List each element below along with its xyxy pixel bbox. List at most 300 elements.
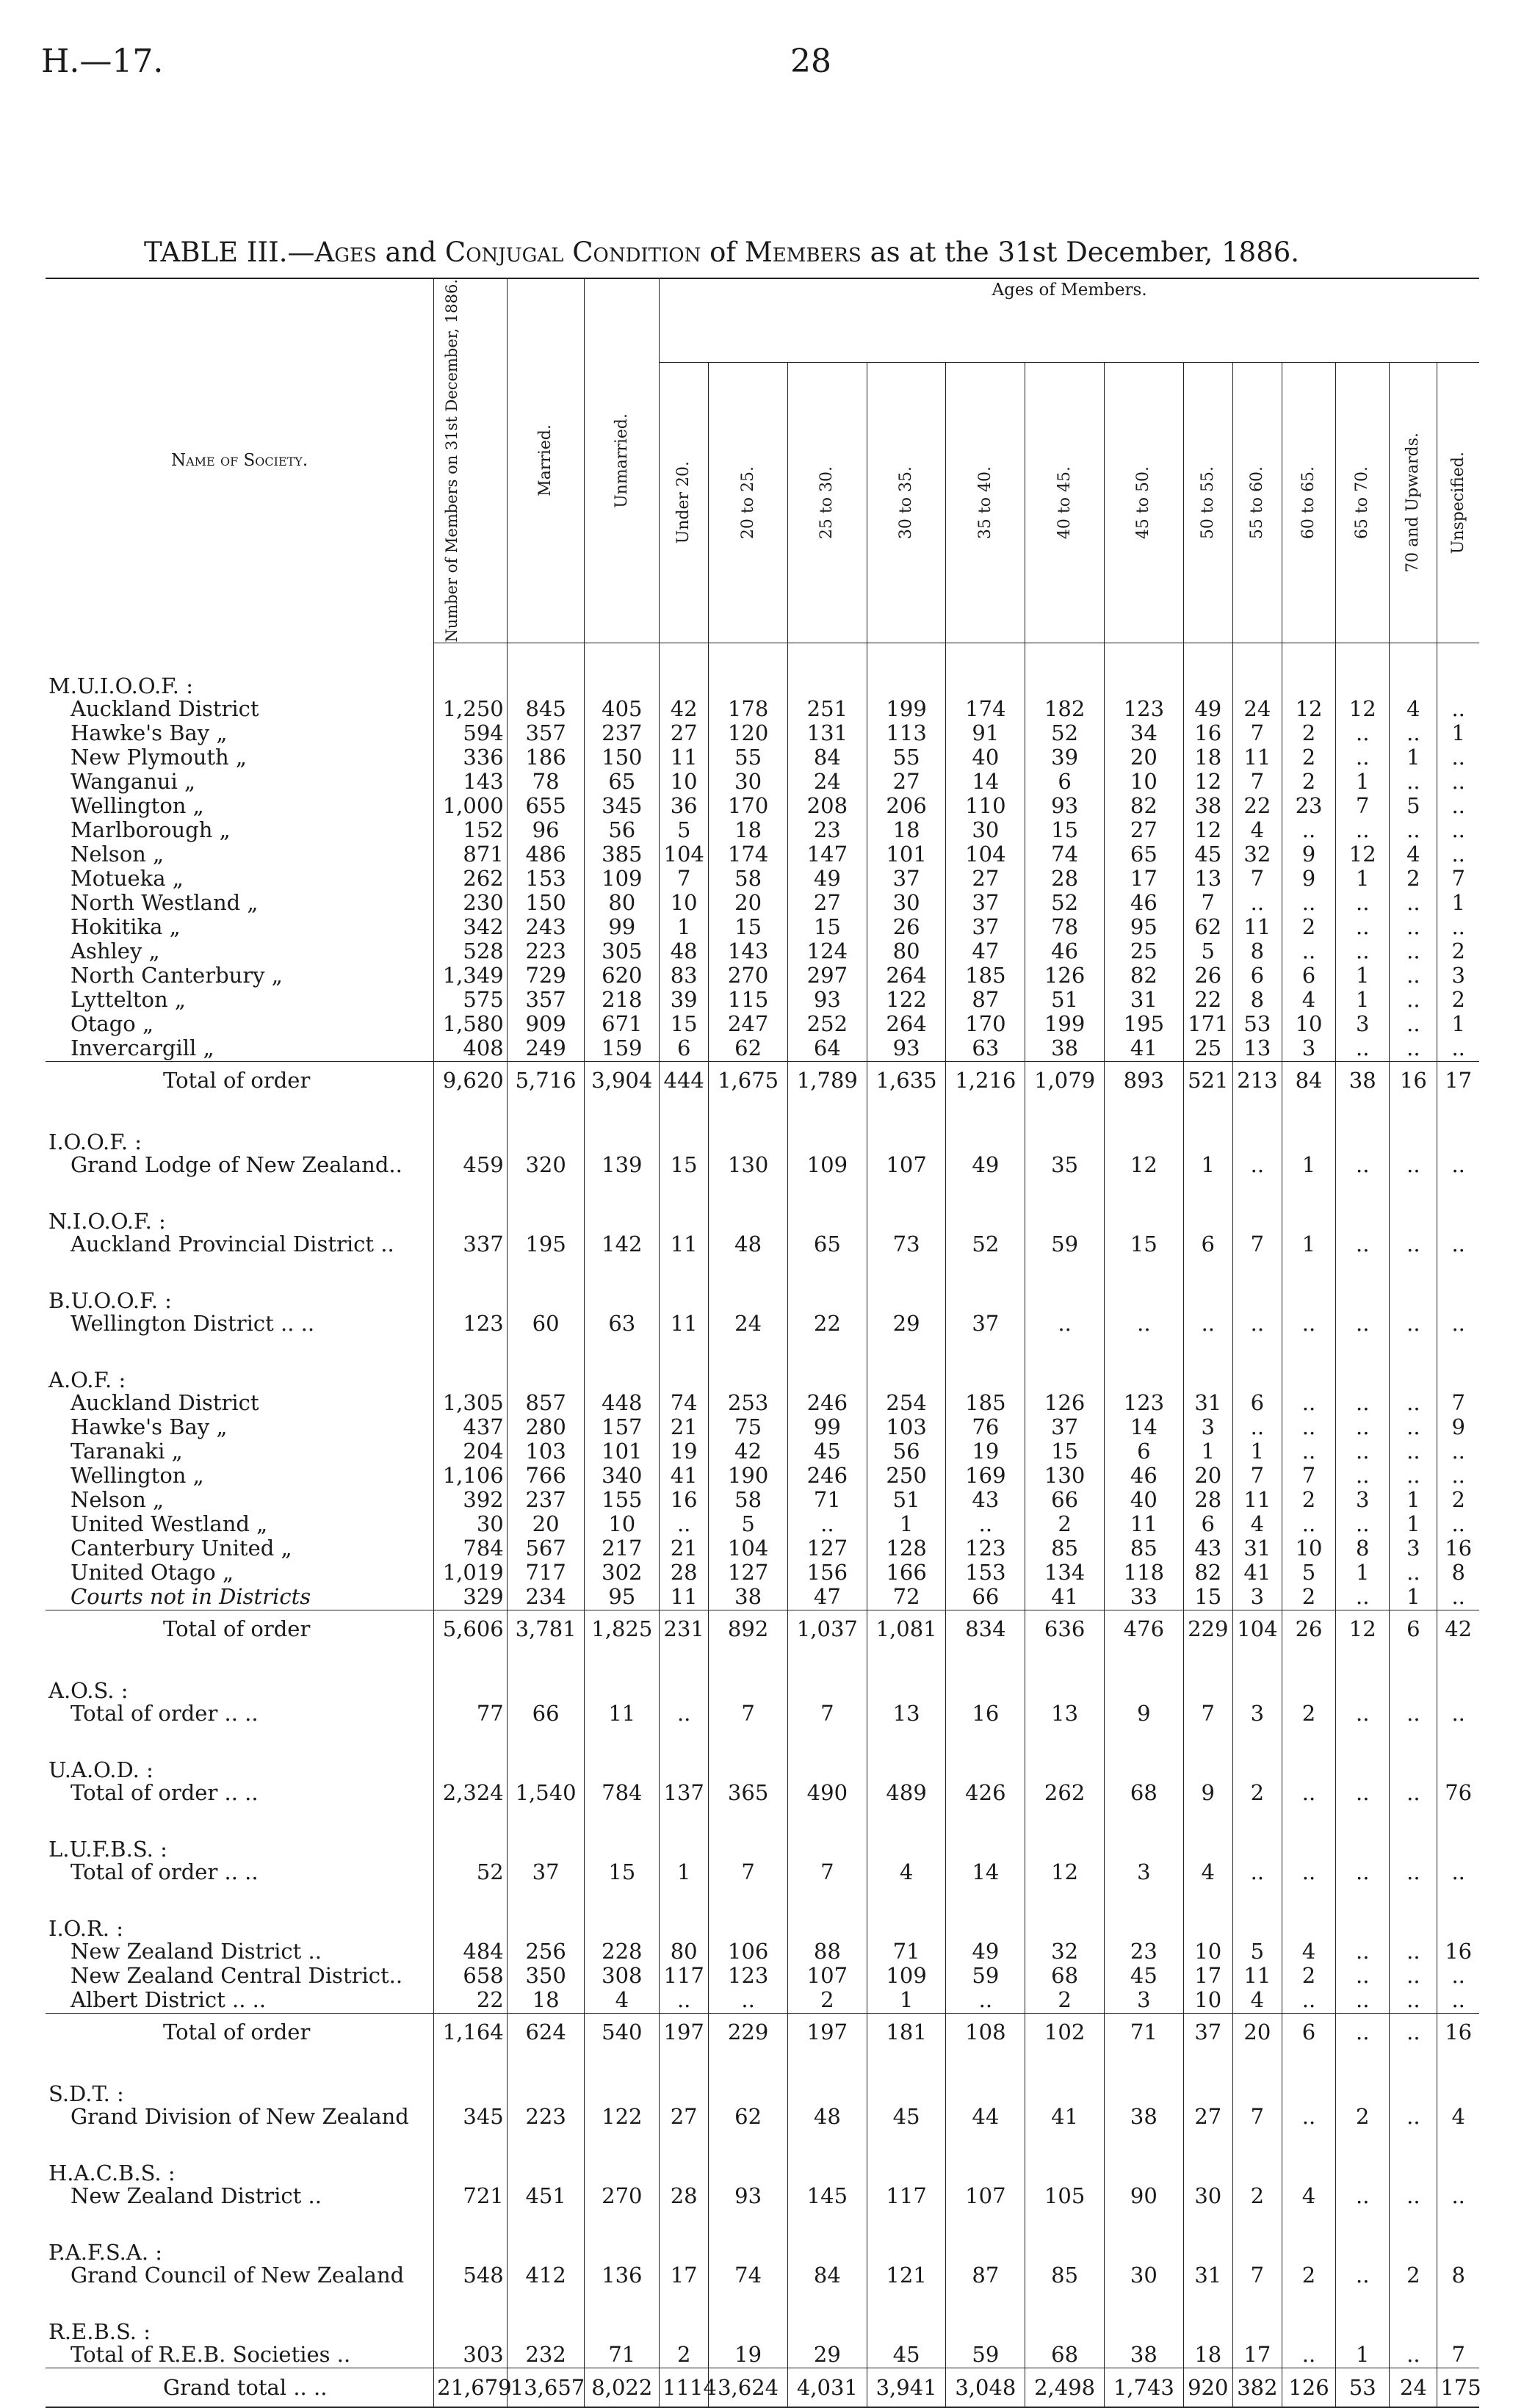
cell-value: 170	[946, 1013, 1025, 1037]
cell-value: 7	[660, 867, 709, 892]
cell-value: 345	[585, 795, 660, 819]
table-row	[46, 1861, 1479, 1885]
cell-value: 21	[660, 1537, 709, 1561]
society-group-title	[46, 1337, 1479, 1392]
cell-value: 7	[1183, 892, 1232, 916]
cell-value: 8	[1232, 988, 1282, 1013]
age-column-header	[946, 363, 1025, 643]
cell-value: 53	[1232, 1013, 1282, 1037]
cell-value: 153	[946, 1561, 1025, 1586]
cell-value: 12	[1336, 698, 1390, 722]
title-prefix: TABLE III.—	[144, 236, 315, 268]
table-row	[46, 1989, 1479, 2014]
cell-value: 345	[434, 2105, 508, 2130]
cell-value: 32	[1025, 1940, 1105, 1964]
cell-value: 110	[946, 795, 1025, 819]
cell-value: 48	[660, 940, 709, 964]
empty-cell	[709, 1099, 788, 1154]
cell-value: 71	[787, 1489, 867, 1513]
cell-value: ..	[1390, 1561, 1437, 1586]
cell-value: 190	[709, 1464, 788, 1489]
empty-cell	[709, 1257, 788, 1312]
cell-value: 123	[434, 1312, 508, 1337]
cell-value: 105	[1025, 2185, 1105, 2209]
empty-cell	[1025, 1099, 1105, 1154]
empty-cell	[660, 1337, 709, 1392]
cell-value: ..	[1390, 1233, 1437, 1257]
cell-value: 385	[585, 843, 660, 867]
age-header-text: Under 20.	[674, 461, 693, 544]
age-column-header	[1232, 363, 1282, 643]
table-row	[46, 843, 1479, 867]
cell-value: 104	[660, 843, 709, 867]
empty-cell	[867, 1337, 946, 1392]
age-header-text: 40 to 45.	[1055, 466, 1074, 540]
cell-value: 37	[1183, 2014, 1232, 2051]
cell-value: 476	[1104, 1610, 1183, 1648]
cell-value: 123	[1104, 1392, 1183, 1416]
cell-value: 5	[660, 819, 709, 843]
cell-value: 10	[1282, 1537, 1335, 1561]
cell-value: ..	[1336, 1989, 1390, 2014]
cell-value: 4	[585, 1989, 660, 2014]
cell-value: 38	[1025, 1037, 1105, 1062]
cell-value: 123	[709, 1964, 788, 1989]
cell-value: 72	[867, 1586, 946, 1610]
cell-value: 2	[1282, 1702, 1335, 1727]
cell-value: 134	[1025, 1561, 1105, 1586]
cell-value: 2	[1025, 1513, 1105, 1537]
cell-value: 892	[709, 1610, 788, 1648]
cell-value: 21,679	[434, 2368, 508, 2408]
cell-value: 254	[867, 1392, 946, 1416]
cell-value: 11	[660, 1312, 709, 1337]
empty-cell	[660, 1647, 709, 1702]
cell-value: 253	[709, 1392, 788, 1416]
cell-value: 106	[709, 1940, 788, 1964]
cell-value: 3,048	[946, 2368, 1025, 2408]
age-column-header	[867, 363, 946, 643]
cell-value: 7	[1437, 2343, 1479, 2368]
cell-value: 845	[507, 698, 585, 722]
empty-cell	[1437, 2288, 1479, 2343]
cell-value: 43	[1183, 1537, 1232, 1561]
row-label: New Zealand District ..	[71, 2183, 322, 2209]
cell-value: 59	[946, 1964, 1025, 1989]
empty-cell	[867, 1727, 946, 1782]
total-row	[46, 1610, 1479, 1648]
empty-cell	[434, 2209, 508, 2264]
empty-cell	[1390, 1727, 1437, 1782]
empty-cell	[507, 2288, 585, 2343]
cell-value: 246	[787, 1464, 867, 1489]
empty-cell	[1232, 643, 1282, 698]
age-header-text: 70 and Upwards.	[1404, 433, 1423, 573]
cell-value: 17	[1183, 1964, 1232, 1989]
cell-value: 3	[1336, 1489, 1390, 1513]
cell-value: 10	[660, 892, 709, 916]
table-row	[46, 1392, 1479, 1416]
cell-value: 229	[709, 2014, 788, 2051]
cell-value: 7	[787, 1702, 867, 1727]
cell-value: ..	[1232, 1861, 1282, 1885]
header-row-top	[46, 278, 1479, 363]
cell-value: 124	[787, 940, 867, 964]
cell-value: ..	[1336, 1392, 1390, 1416]
cell-value: 7	[1282, 1464, 1335, 1489]
empty-cell	[1282, 643, 1335, 698]
cell-value: 30	[709, 770, 788, 795]
cell-value: 90	[1104, 2185, 1183, 2209]
cell-value: ..	[1336, 1233, 1390, 1257]
cell-value: 41	[660, 1464, 709, 1489]
empty-cell	[709, 2288, 788, 2343]
empty-cell	[1104, 1806, 1183, 1861]
cell-value: ..	[1336, 1440, 1390, 1464]
empty-cell	[1437, 1727, 1479, 1782]
cell-value: 1,825	[585, 1610, 660, 1648]
cell-value: 10	[585, 1513, 660, 1537]
empty-cell	[946, 1257, 1025, 1312]
cell-value: 139	[585, 1154, 660, 1178]
table-row	[46, 1312, 1479, 1337]
cell-value: 251	[787, 698, 867, 722]
cell-value: 10	[1183, 1940, 1232, 1964]
cell-value: 3	[1183, 1416, 1232, 1440]
cell-value: 46	[1025, 940, 1105, 964]
cell-value: ..	[1390, 1312, 1437, 1337]
society-name: A.O.F. :	[48, 1367, 126, 1393]
row-label: Grand total .. ..	[46, 2368, 434, 2408]
cell-value: 18	[1183, 746, 1232, 770]
table-row	[46, 1586, 1479, 1610]
cell-value: 19	[946, 1440, 1025, 1464]
cell-value: 109	[585, 867, 660, 892]
empty-cell	[1282, 1337, 1335, 1392]
empty-cell	[1104, 2288, 1183, 2343]
cell-value: 65	[787, 1233, 867, 1257]
empty-cell	[585, 2130, 660, 2185]
cell-value: 26	[1183, 964, 1232, 988]
cell-value: 75	[709, 1416, 788, 1440]
row-label: Total of order .. ..	[71, 1701, 259, 1727]
cell-value: ..	[660, 1702, 709, 1727]
empty-cell	[434, 2130, 508, 2185]
cell-value: 1,635	[867, 1062, 946, 1099]
empty-cell	[1232, 1885, 1282, 1940]
cell-value: 30	[1104, 2264, 1183, 2288]
row-label: Courts not in Districts	[71, 1584, 311, 1610]
cell-value: 78	[1025, 916, 1105, 940]
cell-value: 5	[1282, 1561, 1335, 1586]
cell-value: ..	[1282, 1513, 1335, 1537]
cell-value: 76	[1437, 1782, 1479, 1806]
cell-value: 1	[1336, 2343, 1390, 2368]
table-row	[46, 1537, 1479, 1561]
cell-value: 49	[946, 1940, 1025, 1964]
cell-value: 218	[585, 988, 660, 1013]
row-label: Marlborough „	[71, 817, 231, 843]
society-group-title	[46, 1647, 1479, 1702]
empty-cell	[787, 2050, 867, 2105]
empty-cell	[507, 1806, 585, 1861]
cell-value: 103	[867, 1416, 946, 1440]
cell-value: 16	[660, 1489, 709, 1513]
cell-value: 84	[1282, 1062, 1335, 1099]
empty-cell	[946, 643, 1025, 698]
cell-value: 521	[1183, 1062, 1232, 1099]
cell-value: 48	[787, 2105, 867, 2130]
cell-value: 1,675	[709, 1062, 788, 1099]
empty-cell	[434, 1099, 508, 1154]
cell-value: 17	[1437, 1062, 1479, 1099]
cell-value: 71	[585, 2343, 660, 2368]
cell-value: 65	[585, 770, 660, 795]
cell-value: 857	[507, 1392, 585, 1416]
cell-value: 3	[1232, 1586, 1282, 1610]
cell-value: 2	[1025, 1989, 1105, 2014]
cell-value: 490	[787, 1782, 867, 1806]
married-header-text: Married.	[536, 424, 555, 497]
empty-cell	[1232, 1806, 1282, 1861]
society-name: A.O.S. :	[48, 1678, 129, 1704]
age-column-header	[1104, 363, 1183, 643]
cell-value: 213	[1232, 1062, 1282, 1099]
cell-value: ..	[660, 1513, 709, 1537]
age-column-header	[1025, 363, 1105, 643]
cell-value: 7	[1232, 1233, 1282, 1257]
cell-value: 150	[507, 892, 585, 916]
row-label: United Otago „	[71, 1560, 234, 1586]
cell-value: 38	[1104, 2343, 1183, 2368]
cell-value: 412	[507, 2264, 585, 2288]
cell-value: ..	[1336, 722, 1390, 746]
cell-value: 1	[1336, 1561, 1390, 1586]
empty-cell	[787, 1885, 867, 1940]
cell-value: 1,106	[434, 1464, 508, 1489]
cell-value: 1,079	[1025, 1062, 1105, 1099]
empty-cell	[1183, 2209, 1232, 2264]
cell-value: 30	[946, 819, 1025, 843]
empty-cell	[434, 1337, 508, 1392]
cell-value: 1,580	[434, 1013, 508, 1037]
cell-value: ..	[1437, 1861, 1479, 1885]
empty-cell	[1232, 1178, 1282, 1233]
row-label: United Westland „	[71, 1511, 268, 1537]
cell-value: 280	[507, 1416, 585, 1440]
empty-cell	[585, 1099, 660, 1154]
page-number: 28	[790, 43, 831, 80]
cell-value: ..	[1390, 1154, 1437, 1178]
empty-cell	[1183, 1885, 1232, 1940]
empty-cell	[507, 1885, 585, 1940]
age-header-text: 60 to 65.	[1299, 466, 1318, 540]
cell-value: 45	[867, 2105, 946, 2130]
cell-value: 3,624	[709, 2368, 788, 2408]
title-and: and	[376, 236, 445, 268]
cell-value: 82	[1104, 964, 1183, 988]
table-row	[46, 1561, 1479, 1586]
cell-value: 548	[434, 2264, 508, 2288]
cell-value: 80	[867, 940, 946, 964]
empty-cell	[867, 1178, 946, 1233]
cell-value: 232	[507, 2343, 585, 2368]
cell-value: 104	[709, 1537, 788, 1561]
unmarried-column-header	[585, 278, 660, 643]
cell-value: 40	[1104, 1489, 1183, 1513]
empty-cell	[787, 1806, 867, 1861]
cell-value: 143	[434, 770, 508, 795]
cell-value: ..	[1390, 1392, 1437, 1416]
cell-value: 1	[660, 1861, 709, 1885]
cell-value: 66	[1025, 1489, 1105, 1513]
cell-value: 29	[787, 2343, 867, 2368]
cell-value: ..	[1437, 770, 1479, 795]
empty-cell	[585, 1178, 660, 1233]
cell-value: 20	[709, 892, 788, 916]
cell-value: 126	[1025, 1392, 1105, 1416]
row-label: Wellington „	[71, 1463, 204, 1489]
cell-value: 123	[1104, 698, 1183, 722]
cell-value: 204	[434, 1440, 508, 1464]
cell-value: 489	[867, 1782, 946, 1806]
cell-value: 766	[507, 1464, 585, 1489]
cell-value: 26	[867, 916, 946, 940]
cell-value: 18	[507, 1989, 585, 2014]
cell-value: 24	[1232, 698, 1282, 722]
row-label: New Plymouth „	[71, 745, 247, 770]
cell-value: 252	[787, 1013, 867, 1037]
cell-value: 55	[867, 746, 946, 770]
cell-value: 11	[1232, 1964, 1282, 1989]
society-group-title	[46, 2050, 1479, 2105]
empty-cell	[946, 1337, 1025, 1392]
empty-cell	[946, 1099, 1025, 1154]
cell-value: 8	[1437, 2264, 1479, 2288]
cell-value: 109	[787, 1154, 867, 1178]
cell-value: ..	[1282, 1416, 1335, 1440]
cell-value: 1	[1390, 1513, 1437, 1537]
society-group-title	[46, 2130, 1479, 2185]
empty-cell	[434, 1885, 508, 1940]
cell-value: 150	[585, 746, 660, 770]
cell-value: 6	[1183, 1233, 1232, 1257]
cell-value: 655	[507, 795, 585, 819]
cell-value: 59	[946, 2343, 1025, 2368]
empty-cell	[1390, 1178, 1437, 1233]
cell-value: 729	[507, 964, 585, 988]
empty-cell	[1104, 2209, 1183, 2264]
cell-value: 5,716	[507, 1062, 585, 1099]
empty-cell	[867, 1885, 946, 1940]
cell-value: ..	[1282, 819, 1335, 843]
society-group-title	[46, 1806, 1479, 1861]
empty-cell	[1104, 1257, 1183, 1312]
row-label: Otago „	[71, 1011, 154, 1037]
cell-value: 16	[1437, 1940, 1479, 1964]
empty-cell	[1336, 1885, 1390, 1940]
cell-value: 178	[709, 698, 788, 722]
cell-value: ..	[787, 1513, 867, 1537]
empty-cell	[709, 643, 788, 698]
cell-value: 1,349	[434, 964, 508, 988]
cell-value: ..	[1390, 1416, 1437, 1440]
row-label: Wellington „	[71, 793, 204, 819]
cell-value: 117	[660, 1964, 709, 1989]
cell-value: 95	[1104, 916, 1183, 940]
cell-value: ..	[1390, 1782, 1437, 1806]
cell-value: 4	[867, 1861, 946, 1885]
cell-value: 62	[1183, 916, 1232, 940]
cell-value: 185	[946, 1392, 1025, 1416]
row-label: New Zealand District ..	[71, 1939, 322, 1964]
age-header-text: 20 to 25.	[738, 466, 757, 540]
cell-value: 717	[507, 1561, 585, 1586]
empty-cell	[434, 2288, 508, 2343]
cell-value: 128	[867, 1537, 946, 1561]
empty-cell	[867, 2288, 946, 2343]
age-column-header	[1336, 363, 1390, 643]
empty-cell	[1437, 643, 1479, 698]
cell-value: 16	[1390, 1062, 1437, 1099]
empty-cell	[1437, 1647, 1479, 1702]
society-group-title	[46, 643, 1479, 698]
cell-value: ..	[1437, 1964, 1479, 1989]
cell-value: 1,019	[434, 1561, 508, 1586]
cell-value: 62	[709, 2105, 788, 2130]
cell-value: ..	[1336, 1702, 1390, 1727]
cell-value: 1,000	[434, 795, 508, 819]
cell-value: 6	[1232, 964, 1282, 988]
cell-value: 25	[1104, 940, 1183, 964]
empty-cell	[1336, 1727, 1390, 1782]
empty-cell	[1282, 1727, 1335, 1782]
empty-cell	[660, 2288, 709, 2343]
cell-value: 231	[660, 1610, 709, 1648]
cell-value: 528	[434, 940, 508, 964]
cell-value: 234	[507, 1586, 585, 1610]
cell-value: 2	[1232, 2185, 1282, 2209]
cell-value: 68	[1025, 1964, 1105, 1989]
cell-value: 145	[787, 2185, 867, 2209]
cell-value: 1,216	[946, 1062, 1025, 1099]
cell-value: 256	[507, 1940, 585, 1964]
empty-cell	[1282, 2050, 1335, 2105]
cell-value: 66	[946, 1586, 1025, 1610]
empty-cell	[434, 1647, 508, 1702]
empty-cell	[660, 1727, 709, 1782]
cell-value: 297	[787, 964, 867, 988]
row-label: Total of order	[46, 2014, 434, 2051]
empty-cell	[1232, 2288, 1282, 2343]
empty-cell	[1104, 1099, 1183, 1154]
cell-value: 22	[434, 1989, 508, 2014]
cell-value: 27	[660, 722, 709, 746]
cell-value: 68	[1025, 2343, 1105, 2368]
cell-value: 20	[507, 1513, 585, 1537]
cell-value: ..	[1282, 1392, 1335, 1416]
cell-value: 13,657	[507, 2368, 585, 2408]
cell-value: 9	[1437, 1416, 1479, 1440]
members-table	[46, 278, 1479, 2408]
age-column-header	[1183, 363, 1232, 643]
table-row	[46, 892, 1479, 916]
cell-value: 22	[1183, 988, 1232, 1013]
empty-cell	[1390, 1885, 1437, 1940]
cell-value: 229	[1183, 1610, 1232, 1648]
cell-value: 137	[660, 1782, 709, 1806]
cell-value: 46	[1104, 1464, 1183, 1489]
